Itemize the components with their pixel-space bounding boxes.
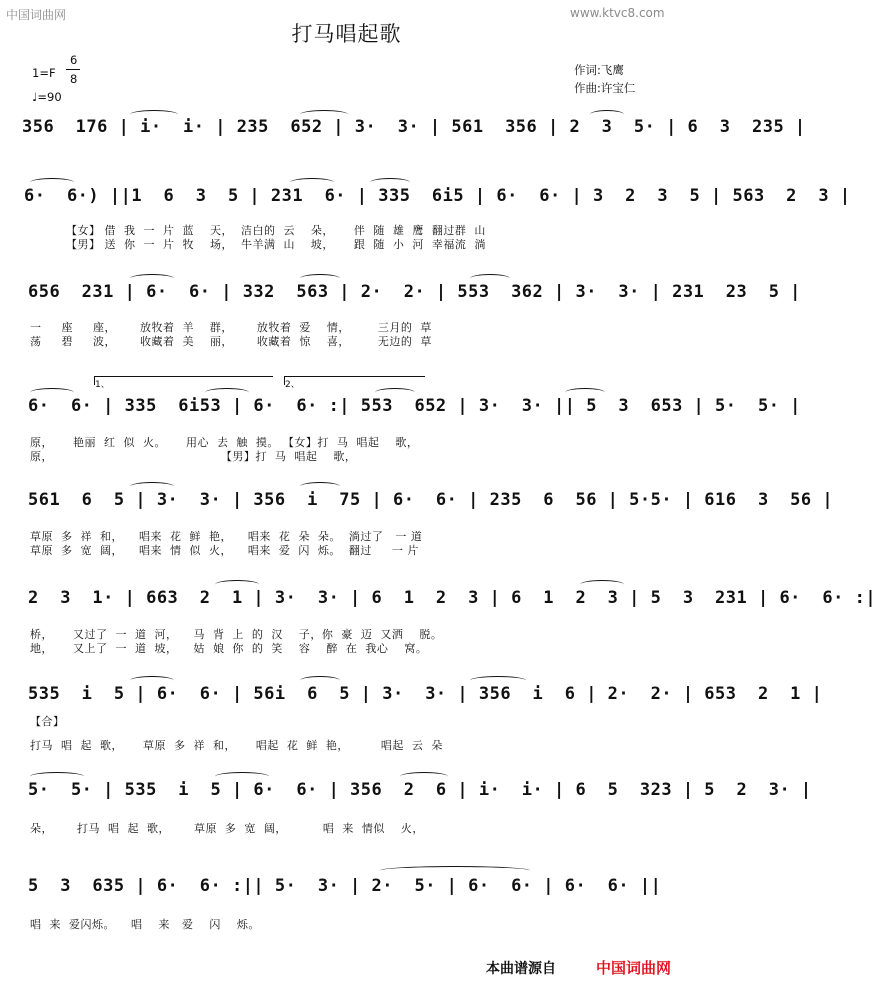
slur (30, 178, 74, 187)
slur (300, 110, 348, 119)
score-row-4-notes: 6· 6· | 335 6i53 | 6· 6· :| 553 652 | 3· 3· || 5 3 653 | 5· 5· | (28, 396, 801, 416)
footer-source: 本曲谱源自 (486, 961, 556, 977)
score-row-1-notes: 356 176 | i· i· | 235 652 | 3· 3· | 561 356 | 2 3 5· | 6 3 235 | (22, 117, 806, 137)
slur (470, 274, 510, 283)
slur (130, 274, 174, 283)
volta-second (284, 376, 425, 390)
slur (30, 772, 84, 781)
score-row-9-notes: 5 3 635 | 6· 6· :|| 5· 3· | 2· 5· | 6· 6· | 6· 6· || (28, 876, 662, 896)
score-row-3-lyric-1: 一 座 座， 放牧着 羊 群， 放牧着 爱 情， 三月的 草 (30, 321, 432, 334)
slur (130, 110, 178, 119)
score-row-5-lyric-2: 草原 多 宽 阔， 唱来 情 似 火， 唱来 爱 闪 烁。 翻过 一 片 (30, 544, 419, 557)
score-row-7-lyric-1: 【合】 (30, 715, 65, 728)
score-row-4-lyric-1: 原， 艳丽 红 似 火。 用心 去 触 摸。 【女】打 马 唱起 歌， (30, 436, 419, 449)
score-row-2-lyric-2: 【男】 送 你 一 片 牧 场， 牛羊满 山 坡， 跟 随 小 河 幸福流 淌 (66, 238, 486, 251)
slur (215, 580, 259, 589)
score-row-7-lyric-2: 打马 唱 起 歌， 草原 多 祥 和， 唱起 花 鲜 艳， 唱起 云 朵 (30, 739, 443, 752)
score-row-3-notes: 656 231 | 6· 6· | 332 563 | 2· 2· | 553 362 | 3· 3· | 231 23 5 | (28, 282, 801, 302)
score-row-8-notes: 5· 5· | 535 i 5 | 6· 6· | 356 2 6 | i· i· | 6 5 323 | 5 2 3· | (28, 780, 812, 800)
score-row-2-lyric-1: 【女】 借 我 一 片 蓝 天， 洁白的 云 朵， 伴 随 雄 鹰 翻过群 山 (66, 224, 486, 237)
key-signature: 1=F (32, 66, 56, 80)
slur (565, 388, 605, 397)
score-row-5-notes: 561 6 5 | 3· 3· | 356 i 75 | 6· 6· | 235 6 56 | 5·5· | 616 3 56 | (28, 490, 834, 510)
slur (400, 772, 448, 781)
slur (300, 274, 340, 283)
slur (290, 178, 334, 187)
volta-first (94, 376, 273, 390)
slur (130, 482, 174, 491)
time-signature-top: 6 (70, 53, 78, 67)
song-title: 打马唱起歌 (291, 22, 402, 46)
time-signature-line (66, 69, 80, 70)
slur (300, 482, 340, 491)
tempo-marking: ♩=90 (32, 90, 62, 104)
composer: 作曲:许宝仁 (574, 81, 636, 95)
slur (130, 676, 174, 685)
slur (590, 110, 624, 119)
slur (370, 178, 410, 187)
slur (205, 388, 249, 397)
slur (300, 676, 340, 685)
volta-first-label: 1、 (95, 380, 110, 390)
watermark-right: www.ktvc8.com (570, 6, 665, 20)
footer-site: 中国词曲网 (596, 959, 672, 977)
score-row-6-lyric-1: 桥， 又过了 一 道 河， 马 背 上 的 汉 子，你 豪 迈 又洒 脱。 (30, 628, 443, 641)
watermark-left: 中国词曲网 (6, 8, 67, 22)
score-row-8-lyric-1: 朵， 打马 唱 起 歌， 草原 多 宽 阔， 唱 来 情似 火， (30, 822, 424, 835)
score-row-9-lyric-1: 唱 来 爱闪烁。 唱 来 爱 闪 烁。 (30, 918, 260, 931)
score-row-7-notes: 535 i 5 | 6· 6· | 56i 6 5 | 3· 3· | 356 i 6 | 2· 2· | 653 2 1 | (28, 684, 823, 704)
slur (470, 676, 526, 685)
volta-second-label: 2、 (285, 380, 300, 390)
score-row-2-notes: 6· 6·) ||1 6 3 5 | 231 6· | 335 6i5 | 6· 6· | 3 2 3 5 | 563 2 3 | (24, 186, 851, 206)
score-row-4-lyric-2: 原， 【男】打 马 唱起 歌， (30, 450, 357, 463)
lyricist: 作词:飞鹰 (574, 63, 624, 77)
score-row-3-lyric-2: 荡 碧 波， 收藏着 美 丽， 收藏着 惊 喜， 无边的 草 (30, 335, 432, 348)
slur (380, 866, 530, 875)
score-row-5-lyric-1: 草原 多 祥 和， 唱来 花 鲜 艳， 唱来 花 朵 朵。 淌过了 一 道 (30, 530, 423, 543)
time-signature-bottom: 8 (70, 72, 78, 86)
score-row-6-notes: 2 3 1· | 663 2 1 | 3· 3· | 6 1 2 3 | 6 1 2 3 | 5 3 231 | 6· 6· :| (28, 588, 876, 608)
slur (215, 772, 269, 781)
slur (580, 580, 624, 589)
slur (375, 388, 415, 397)
slur (30, 388, 74, 397)
score-row-6-lyric-2: 地， 又上了 一 道 坡， 姑 娘 你 的 笑 容 醉 在 我心 窝。 (30, 642, 428, 655)
